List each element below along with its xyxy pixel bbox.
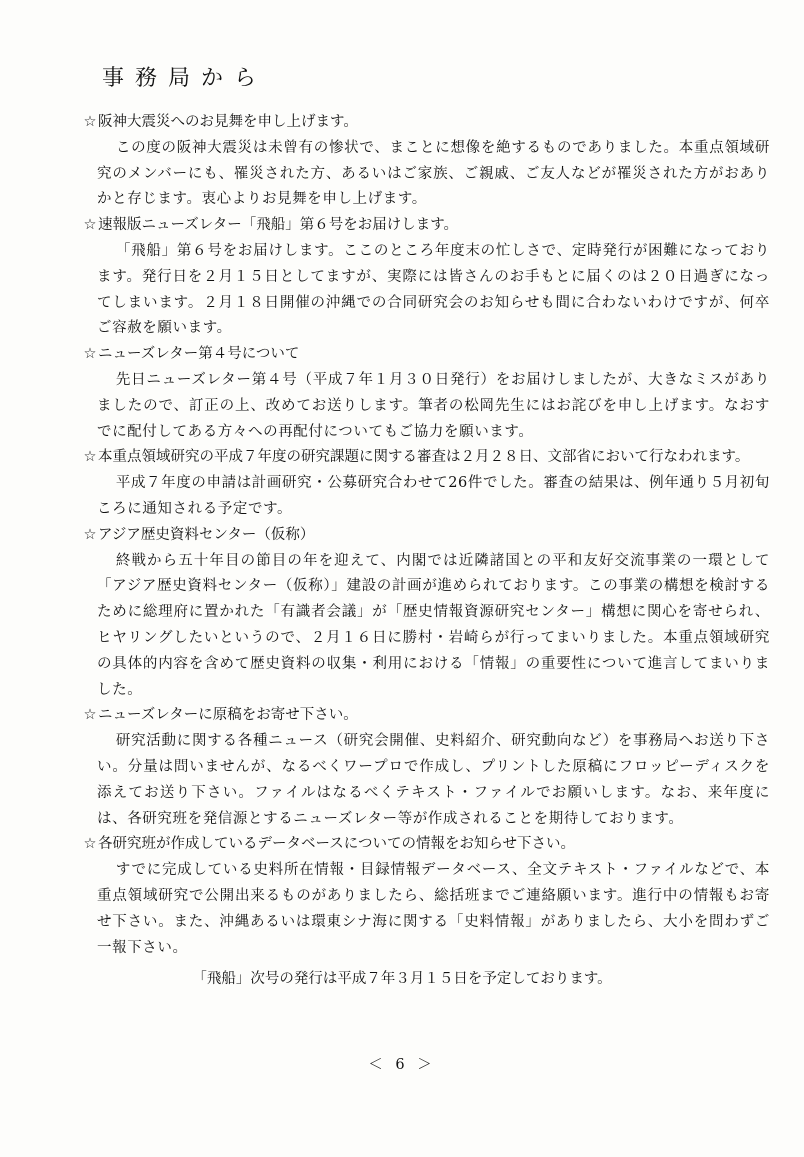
- notice-heading: [80, 342, 770, 368]
- star-bullet-icon: ☆: [83, 114, 97, 130]
- star-bullet-icon: ☆: [83, 836, 97, 853]
- notice-heading: [80, 110, 770, 136]
- star-bullet-icon: ☆: [83, 707, 97, 724]
- notice-heading-text: 各研究班が作成しているデータベースについての情報をお知らせ下さい。: [98, 836, 576, 853]
- notice-list: [80, 110, 770, 961]
- page-title: 事務局から: [102, 66, 268, 91]
- notice-research-review: [80, 445, 770, 522]
- notice-newsletter-issue-6: [80, 213, 770, 342]
- notice-heading-text: ニューズレターに原稿をお寄せ下さい。: [98, 707, 358, 724]
- notice-heading: [80, 445, 770, 471]
- notice-body: 研究活動に関する各種ニュース（研究会開催、史料紹介、研究動向など）を事務局へお送り下さい。分量は問いませんが、なるべくワープロで作成し、プリントした原稿にフロッピーディスクを添えてお送り下さい。ファイルはなるべくテキスト・ファイルでお願いします。なお、来年度には、各研究班を発信源とするニューズレター等が作成されることを期待しております。: [97, 733, 770, 827]
- notice-manuscript-request: [80, 703, 770, 832]
- notice-heading: [80, 832, 770, 858]
- notice-heading-text: 速報版ニューズレター「飛船」第６号をお届けします。: [98, 217, 459, 234]
- star-bullet-icon: ☆: [83, 346, 97, 363]
- notice-earthquake-sympathy: [80, 110, 770, 213]
- next-issue-note: 「飛船」次号の発行は平成７年３月１５日を予定しております。: [192, 971, 612, 987]
- notice-newsletter-issue-4: [80, 342, 770, 445]
- notice-body: すでに完成している史料所在情報・目録情報データベース、全文テキスト・ファイルなどで、本重点領域研究で公開出来るものがありましたら、総括班までご連絡願います。進行中の情報もお寄せ下さい。また、沖縄あるいは環東シナ海に関する「史料情報」がありましたら、大小を問わずご一報下さい。: [97, 862, 770, 956]
- notice-body: この度の阪神大震災は未曾有の惨状で、まことに想像を絶するものでありました。本重点領域研究のメンバーにも、罹災された方、あるいはご家族、ご親戚、ご友人などが罹災された方がおありかと存じます。衷心よりお見舞を申し上げます。: [97, 139, 770, 208]
- notice-database-info: [80, 832, 770, 961]
- star-bullet-icon: ☆: [83, 449, 97, 466]
- notice-asia-history-center: [80, 523, 770, 704]
- notice-heading-text: 本重点領域研究の平成７年度の研究課題に関する審査は２月２８日、文部省において行なわれます。: [98, 449, 750, 466]
- star-bullet-icon: ☆: [83, 526, 97, 543]
- notice-heading-text: 阪神大震災へのお見舞を申し上げます。: [98, 114, 358, 130]
- notice-heading: [80, 213, 770, 239]
- star-bullet-icon: ☆: [83, 217, 97, 234]
- page-number: ＜ 6 ＞: [368, 1057, 436, 1073]
- notice-heading-text: ニューズレター第４号について: [98, 346, 300, 363]
- notice-body: 「飛船」第６号をお届けします。ここのところ年度末の忙しさで、定時発行が困難になっております。発行日を２月１５日としてますが、実際には皆さんのお手もとに届くのは２０日過ぎになってしまいます。２月１８日開催の沖縄での合同研究会のお知らせも間に合わないわけですが、何卒ご容赦を願います。: [97, 242, 770, 337]
- notice-heading: [80, 703, 770, 729]
- notice-body: 先日ニューズレター第４号（平成７年１月３０日発行）をお届けしましたが、大きなミスがありましたので、訂正の上、改めてお送りします。筆者の松岡先生にはお詫びを申し上げます。なおすでに配付してある方々への再配付についてもご協力を願います。: [97, 371, 770, 440]
- notice-body: 平成７年度の申請は計画研究・公募研究合わせて26件でした。審査の結果は、例年通り５月初旬ころに通知される予定です。: [97, 475, 770, 517]
- notice-heading: [80, 523, 770, 549]
- notice-heading-text: アジア歴史資料センター（仮称）: [98, 526, 315, 543]
- notice-body: 終戦から五十年目の節目の年を迎えて、内閣では近隣諸国との平和友好交流事業の一環として「アジア歴史資料センター（仮称）」建設の計画が進められております。この事業の構想を検討するために総理府に置かれた「有識者会議」が「歴史情報資源研究センター」構想に関心を寄せられ、ヒヤリングしたいというので、２月１６日に勝村・岩崎らが行ってまいりました。本重点領域研究の具体的内容を含めて歴史資料の収集・利用における「情報」の重要性について進言してまいりました。: [97, 552, 770, 698]
